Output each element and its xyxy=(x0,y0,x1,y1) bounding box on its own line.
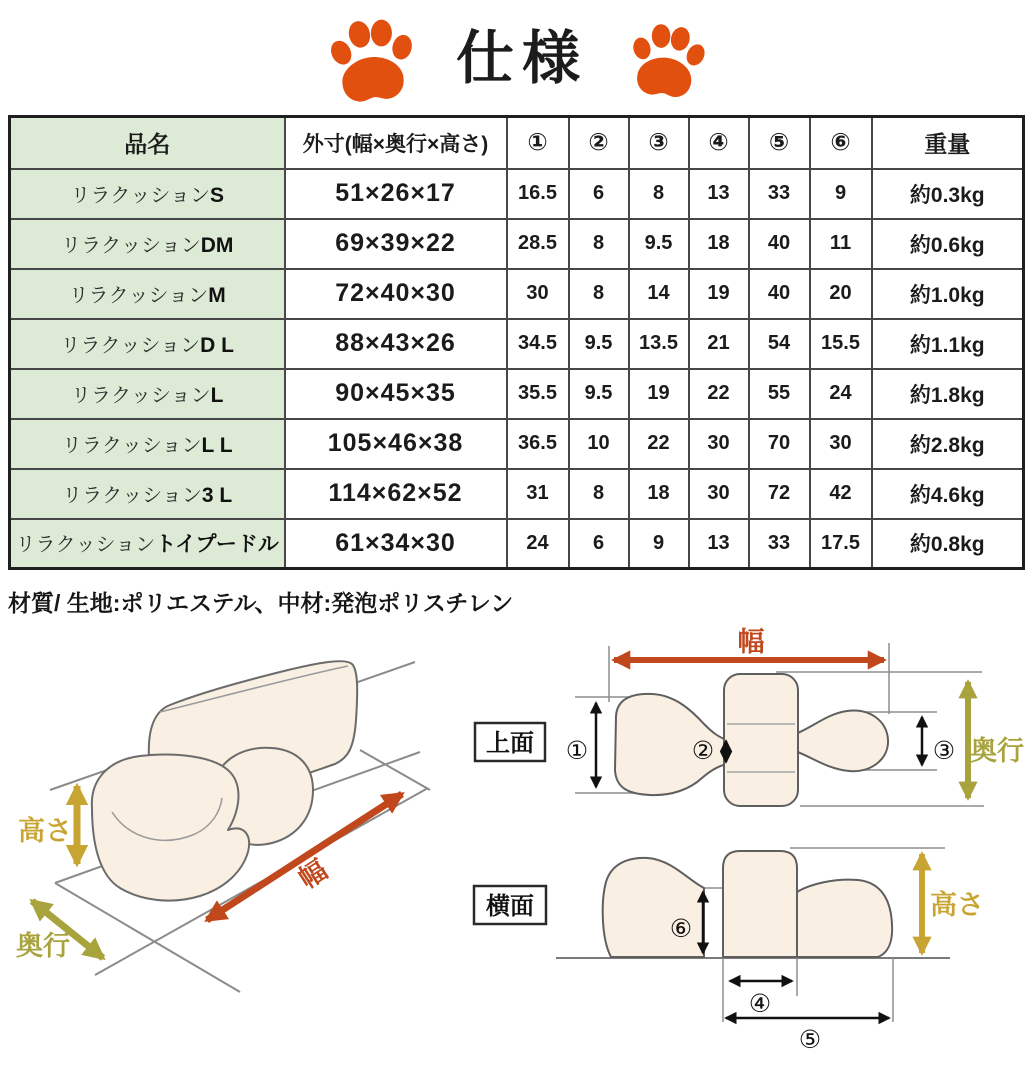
dims-cell: 72×40×30 xyxy=(285,269,507,319)
value-cell: 70 xyxy=(749,419,810,469)
product-name-prefix: リラクッション xyxy=(15,534,156,557)
table-header-row xyxy=(10,117,1024,169)
value-cell: 8 xyxy=(569,469,629,519)
value-cell: 8 xyxy=(629,169,689,219)
product-size-suffix: DM xyxy=(200,234,234,257)
product-name-cell xyxy=(10,419,285,469)
value-cell: 19 xyxy=(689,269,749,319)
value-cell: 9 xyxy=(629,519,689,569)
table-row xyxy=(10,519,1024,569)
value-cell: 13 xyxy=(689,169,749,219)
table-row xyxy=(10,469,1024,519)
width-axis-label: 幅 xyxy=(293,854,333,895)
value-cell: 8 xyxy=(569,219,629,269)
value-cell: 54 xyxy=(749,319,810,369)
depth-axis-label: 奥行 xyxy=(16,931,70,961)
value-cell: 17.5 xyxy=(810,519,872,569)
value-cell: 24 xyxy=(810,369,872,419)
value-cell: 72 xyxy=(749,469,810,519)
product-name-cell xyxy=(10,169,285,219)
dims-cell: 90×45×35 xyxy=(285,369,507,419)
value-cell: 9 xyxy=(810,169,872,219)
header-dim-3: ③ xyxy=(629,117,689,169)
product-size-suffix: L xyxy=(210,384,224,407)
product-name-prefix: リラクッション xyxy=(61,435,202,457)
product-name-prefix: リラクッション xyxy=(60,335,201,357)
cushion-side-outline xyxy=(603,851,892,957)
table-row xyxy=(10,169,1024,219)
weight-cell: 約0.6kg xyxy=(872,219,1024,269)
value-cell: 22 xyxy=(629,419,689,469)
value-cell: 22 xyxy=(689,369,749,419)
value-cell: 10 xyxy=(569,419,629,469)
table-row xyxy=(10,419,1024,469)
page-title: 仕様 xyxy=(455,26,588,91)
value-cell: 18 xyxy=(629,469,689,519)
dims-cell: 88×43×26 xyxy=(285,319,507,369)
product-name-cell xyxy=(10,269,285,319)
dims-cell: 51×26×17 xyxy=(285,169,507,219)
weight-cell: 約0.8kg xyxy=(872,519,1024,569)
dims-cell: 69×39×22 xyxy=(285,219,507,269)
table-row xyxy=(10,319,1024,369)
dimension-diagrams xyxy=(0,615,1030,1080)
value-cell: 9.5 xyxy=(629,219,689,269)
header-outer-dims: 外寸(幅×奥行×高さ) xyxy=(285,117,507,169)
value-cell: 8 xyxy=(569,269,629,319)
value-cell: 30 xyxy=(810,419,872,469)
top-view-label: 上面 xyxy=(486,730,534,757)
value-cell: 9.5 xyxy=(569,319,629,369)
product-name-cell xyxy=(10,469,285,519)
iso-view xyxy=(16,661,430,992)
product-name-prefix: リラクッション xyxy=(62,485,202,507)
value-cell: 16.5 xyxy=(507,169,569,219)
value-cell: 14 xyxy=(629,269,689,319)
value-cell: 42 xyxy=(810,469,872,519)
product-size-suffix: トイプードル xyxy=(155,533,279,557)
paw-print-icon xyxy=(308,13,434,111)
value-cell: 20 xyxy=(810,269,872,319)
title-row xyxy=(0,14,1030,110)
dims-cell: 61×34×30 xyxy=(285,519,507,569)
product-name-cell xyxy=(10,219,285,269)
height-axis-label: 高さ xyxy=(18,816,72,846)
dim6-label: ⑥ xyxy=(669,915,693,943)
top-width-label: 幅 xyxy=(737,627,765,657)
value-cell: 24 xyxy=(507,519,569,569)
weight-cell: 約1.1kg xyxy=(872,319,1024,369)
value-cell: 33 xyxy=(749,519,810,569)
side-view xyxy=(474,848,984,1054)
value-cell: 30 xyxy=(689,469,749,519)
value-cell: 34.5 xyxy=(507,319,569,369)
header-dim-2: ② xyxy=(569,117,629,169)
header-dim-6: ⑥ xyxy=(810,117,872,169)
value-cell: 40 xyxy=(749,219,810,269)
value-cell: 21 xyxy=(689,319,749,369)
value-cell: 40 xyxy=(749,269,810,319)
header-weight: 重量 xyxy=(872,117,1024,169)
weight-cell: 約4.6kg xyxy=(872,469,1024,519)
product-name-prefix: リラクッション xyxy=(71,385,211,407)
diagram-canvas xyxy=(0,615,1030,1080)
value-cell: 33 xyxy=(749,169,810,219)
table-row xyxy=(10,269,1024,319)
product-name-cell xyxy=(10,519,285,569)
value-cell: 55 xyxy=(749,369,810,419)
weight-cell: 約1.8kg xyxy=(872,369,1024,419)
product-name-prefix: リラクッション xyxy=(61,235,201,257)
value-cell: 9.5 xyxy=(569,369,629,419)
paw-print-icon xyxy=(610,19,721,105)
product-size-suffix: L L xyxy=(201,434,233,457)
value-cell: 6 xyxy=(569,519,629,569)
product-name-cell xyxy=(10,319,285,369)
cushion-top-outline xyxy=(615,674,888,806)
value-cell: 31 xyxy=(507,469,569,519)
dim1-label: ① xyxy=(565,737,589,765)
weight-cell: 約2.8kg xyxy=(872,419,1024,469)
side-height-label: 高さ xyxy=(930,890,984,920)
header-product-name: 品名 xyxy=(10,117,285,169)
value-cell: 19 xyxy=(629,369,689,419)
value-cell: 11 xyxy=(810,219,872,269)
value-cell: 35.5 xyxy=(507,369,569,419)
value-cell: 13.5 xyxy=(629,319,689,369)
product-name-prefix: リラクッション xyxy=(68,285,209,307)
value-cell: 6 xyxy=(569,169,629,219)
product-size-suffix: M xyxy=(208,284,226,307)
value-cell: 18 xyxy=(689,219,749,269)
dims-cell: 114×62×52 xyxy=(285,469,507,519)
header-dim-1: ① xyxy=(507,117,569,169)
weight-cell: 約0.3kg xyxy=(872,169,1024,219)
table-row xyxy=(10,219,1024,269)
product-name-prefix: リラクッション xyxy=(70,185,211,207)
value-cell: 36.5 xyxy=(507,419,569,469)
dims-cell: 105×46×38 xyxy=(285,419,507,469)
product-size-suffix: D L xyxy=(200,334,234,357)
value-cell: 28.5 xyxy=(507,219,569,269)
product-name-cell xyxy=(10,369,285,419)
top-depth-label: 奥行 xyxy=(970,736,1024,766)
dim4-label: ④ xyxy=(748,990,772,1018)
header-dim-5: ⑤ xyxy=(749,117,810,169)
value-cell: 30 xyxy=(689,419,749,469)
product-size-suffix: 3 L xyxy=(201,484,233,507)
header-dim-4: ④ xyxy=(689,117,749,169)
value-cell: 13 xyxy=(689,519,749,569)
value-cell: 15.5 xyxy=(810,319,872,369)
dim2-label: ② xyxy=(691,737,715,765)
material-note: 材質/ 生地:ポリエステル、中材:発泡ポリスチレン xyxy=(8,590,514,616)
value-cell: 30 xyxy=(507,269,569,319)
dim5-label: ⑤ xyxy=(798,1026,822,1054)
weight-cell: 約1.0kg xyxy=(872,269,1024,319)
side-view-label: 横面 xyxy=(486,893,534,920)
dim3-label: ③ xyxy=(932,737,956,765)
spec-table xyxy=(8,115,1025,570)
top-view xyxy=(475,627,1024,806)
product-size-suffix: S xyxy=(210,184,225,207)
table-row xyxy=(10,369,1024,419)
